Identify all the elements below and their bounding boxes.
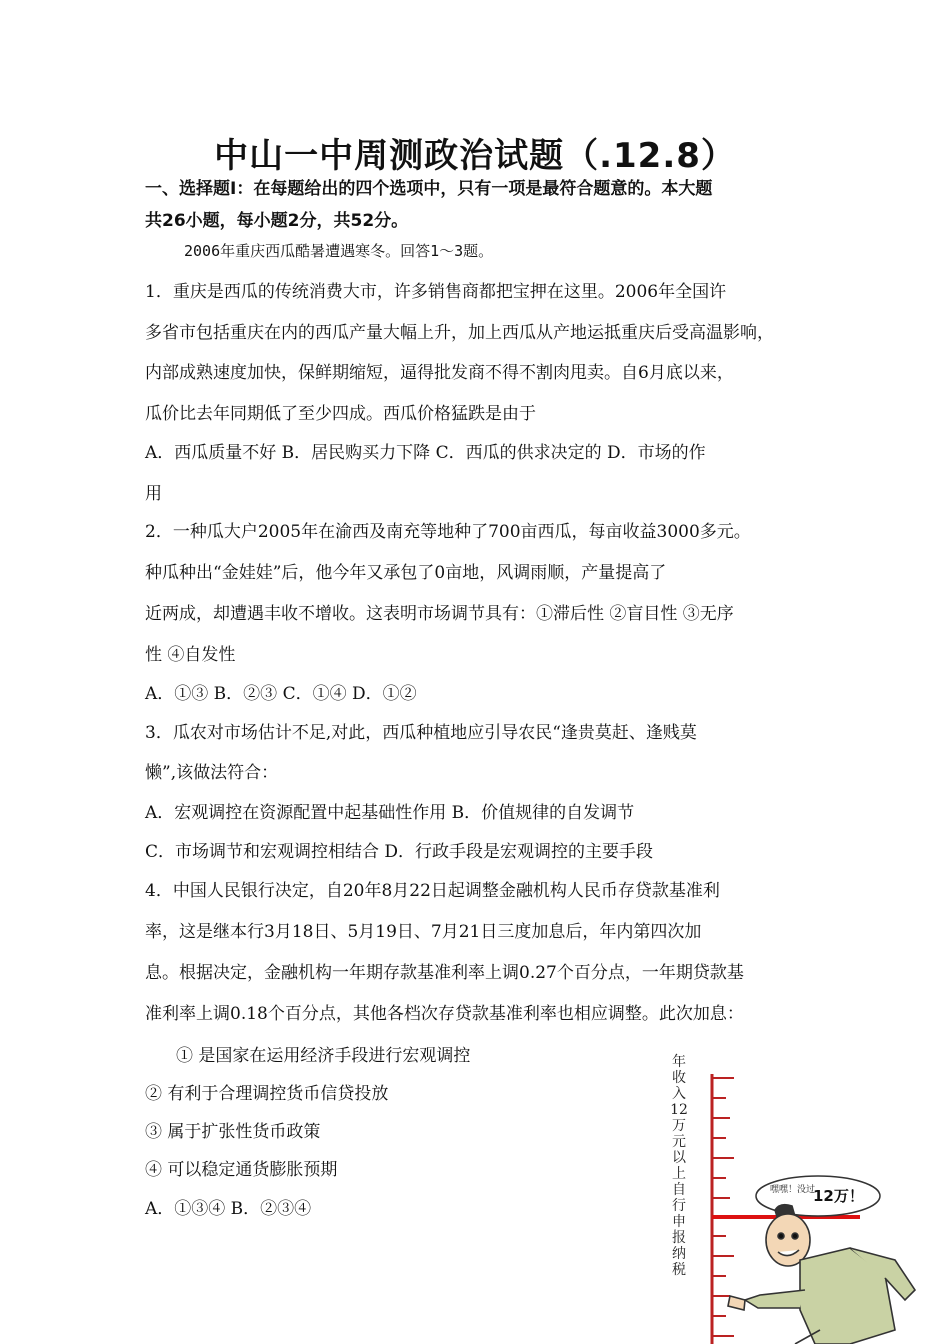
question-text-line: 种瓜种出“金娃娃”后，他今年又承包了0亩地，风调雨顺，产量提高了: [145, 563, 667, 583]
question-text-line: 瓜价比去年同期低了至少四成。西瓜价格猛跌是由于: [145, 404, 536, 424]
question-text-line: 息。根据决定，金融机构一年期存款基准利率上调0.27个百分点，一年期贷款基: [145, 963, 744, 983]
answer-options-line: A．宏观调控在资源配置中起基础性作用 B．价值规律的自发调节: [145, 803, 635, 823]
statement-option: ④ 可以稳定通货膨胀预期: [145, 1160, 338, 1180]
statement-option: ② 有利于合理调控货币信贷投放: [145, 1084, 389, 1104]
question-text-line: 2．一种瓜大户2005年在渝西及南充等地种了700亩西瓜，每亩收益3000多元。: [145, 522, 751, 542]
section-heading-line-2: 共26小题，每小题2分，共52分。: [145, 211, 409, 231]
question-text-line: 多省市包括重庆在内的西瓜产量大幅上升，加上西瓜从产地运抵重庆后受高温影响，: [145, 323, 774, 343]
answer-options-line: C．市场调节和宏观调控相结合 D．行政手段是宏观调控的主要手段: [145, 842, 654, 862]
statement-option: ③ 属于扩张性货币政策: [145, 1122, 321, 1142]
question-text-line: 懒”,该做法符合：: [145, 763, 279, 783]
cartoon-vertical-caption: 年收入12万元以上自行申报纳税: [670, 1054, 688, 1278]
statement-option: ① 是国家在运用经济手段进行宏观调控: [176, 1046, 471, 1066]
page-title: 中山一中周测政治试题（.12.8）: [214, 136, 736, 176]
tax-cartoon-illustration: [700, 1060, 950, 1344]
man-figure: [728, 1205, 915, 1344]
section-heading-line-1: 一、选择题Ⅰ：在每题给出的四个选项中，只有一项是最符合题意的。本大题: [145, 179, 713, 199]
question-text-line: 准利率上调0.18个百分点，其他各档次存贷款基准利率也相应调整。此次加息：: [145, 1004, 744, 1024]
passage-intro: 2006年重庆西瓜酷暑遭遇寒冬。回答1～3题。: [184, 242, 494, 260]
question-text-line: 率，这是继本行3月18日、5月19日、7月21日三度加息后，年内第四次加: [145, 922, 702, 942]
answer-options-line: A．①③ B．②③ C．①④ D．①②: [145, 684, 417, 704]
question-text-line: 1．重庆是西瓜的传统消费大市，许多销售商都把宝押在这里。2006年全国许: [145, 282, 727, 302]
question-text-line: 3．瓜农对市场估计不足,对此，西瓜种植地应引导农民“逢贵莫赶、逢贱莫: [145, 723, 697, 743]
question-text-line: 4．中国人民银行决定，自20年8月22日起调整金融机构人民币存贷款基准利: [145, 881, 720, 901]
question-text-line: 性 ④自发性: [145, 645, 236, 665]
bubble-big-text: 12万！: [813, 1187, 864, 1205]
question-text-line: 近两成，却遭遇丰收不增收。这表明市场调节具有：①滞后性 ②盲目性 ③无序: [145, 604, 734, 624]
answer-options-line: 用: [145, 484, 162, 504]
question-text-line: 内部成熟速度加快，保鲜期缩短，逼得批发商不得不割肉甩卖。自6月底以来，: [145, 363, 734, 383]
answer-options-line: A．①③④ B．②③④: [145, 1199, 312, 1219]
bubble-small-text: 嘿嘿！没过: [770, 1185, 816, 1195]
answer-options-line: A．西瓜质量不好 B．居民购买力下降 C．西瓜的供求决定的 D．市场的作: [145, 443, 706, 463]
